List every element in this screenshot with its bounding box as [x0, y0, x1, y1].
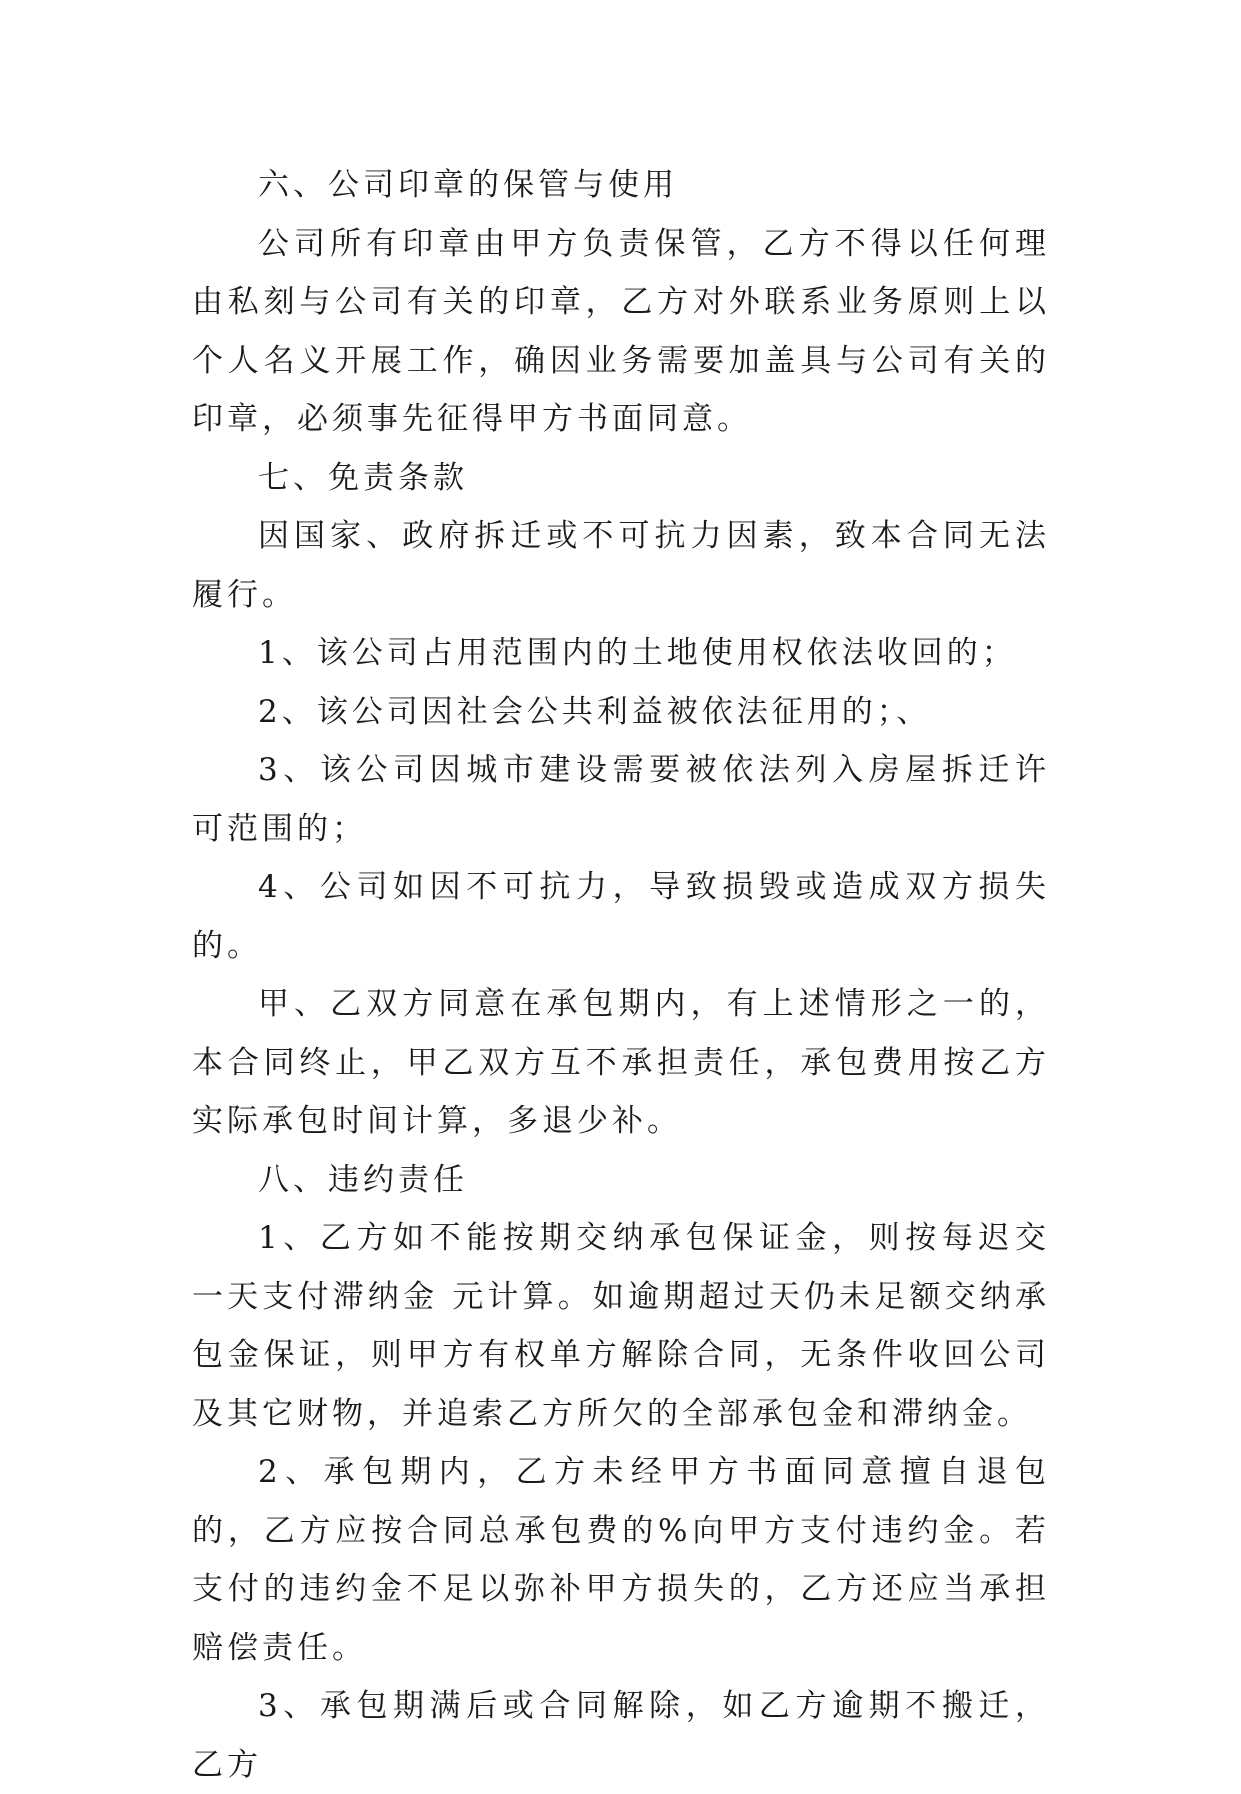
list-item-liability-3: 3、承包期满后或合同解除，如乙方逾期不搬迁，乙方 [192, 1688, 1050, 1783]
list-item-liability-1: 1、乙方如不能按期交纳承包保证金，则按每迟交一天支付滞纳金 元计算。如逾期超过天仍未足额交纳承包金保证，则甲方有权单方解除合同，无条件收回公司及其它财物，并追索乙方所欠的全部承包金和滞纳金。 [192, 1220, 1050, 1432]
paragraph-contract-termination: 甲、乙双方同意在承包期内，有上述情形之一的，本合同终止，甲乙双方互不承担责任，承包费用按乙方实际承包时间计算，多退少补。 [192, 986, 1050, 1139]
section-heading-seal-custody: 六、公司印章的保管与使用 [258, 167, 678, 203]
list-item-exemption-2: 2、该公司因社会公共利益被依法征用的；、 [258, 693, 932, 730]
list-item-exemption-3: 3、该公司因城市建设需要被依法列入房屋拆迁许可范围的； [192, 752, 1050, 847]
paragraph-seal-custody: 公司所有印章由甲方负责保管，乙方不得以任何理由私刻与公司有关的印章，乙方对外联系业务原则上以个人名义开展工作，确因业务需要加盖具与公司有关的印章，必须事先征得甲方书面同意。 [192, 225, 1050, 437]
list-item-exemption-4: 4、公司如因不可抗力，导致损毁或造成双方损失的。 [192, 869, 1050, 964]
section-heading-liability: 八、违约责任 [258, 1161, 468, 1198]
document-body [192, 156, 1050, 1794]
list-item-liability-2: 2、承包期内，乙方未经甲方书面同意擅自退包的，乙方应按合同总承包费的%向甲方支付违约金。若支付的违约金不足以弥补甲方损失的，乙方还应当承担赔偿责任。 [192, 1454, 1050, 1666]
paragraph-exemption-intro: 因国家、政府拆迁或不可抗力因素，致本合同无法履行。 [192, 518, 1050, 613]
section-heading-exemption: 七、免责条款 [258, 459, 468, 496]
list-item-exemption-1: 1、该公司占用范围内的土地使用权依法收回的； [258, 635, 1017, 671]
